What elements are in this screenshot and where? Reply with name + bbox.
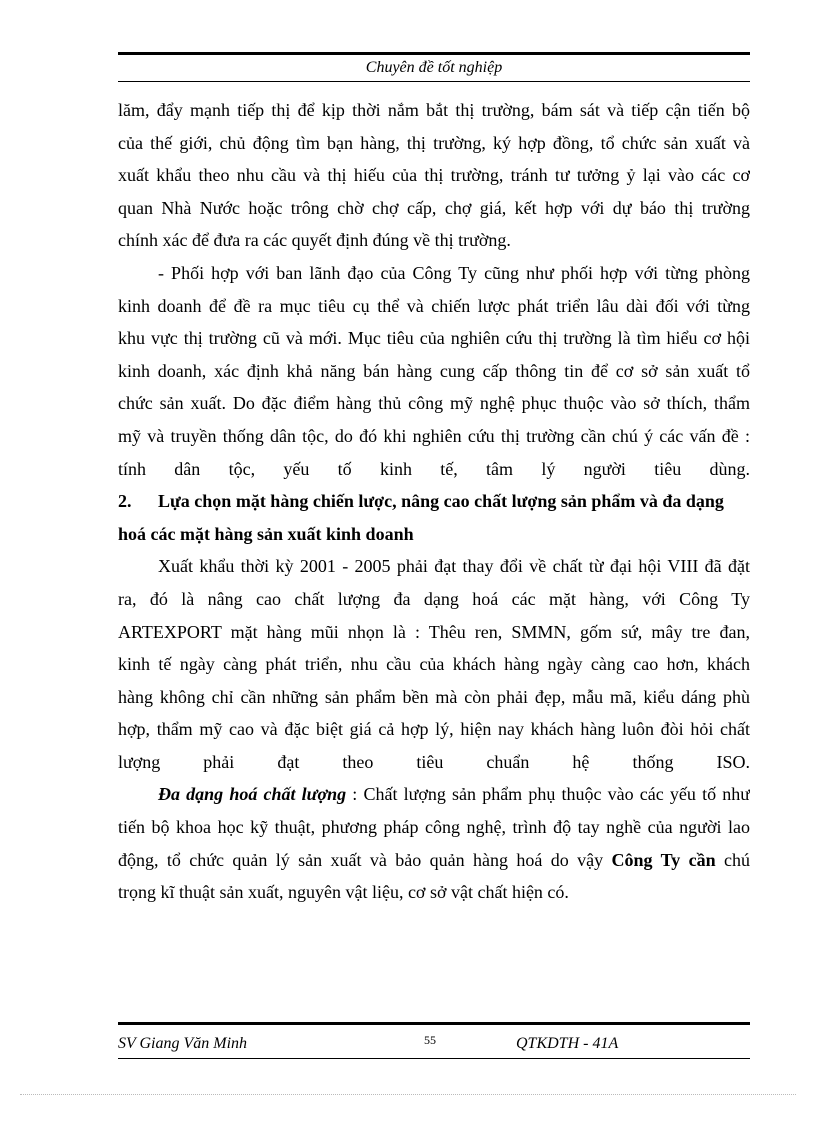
section-heading-text: Lựa chọn mặt hàng chiến lược, nâng cao chất lượng sản phẩm và đa dạng <box>158 491 724 512</box>
body-line: ra, đó là nâng cao chất lượng đa dạng hoá các mặt hàng, với Công Ty <box>118 588 750 609</box>
body-line: của thế giới, chủ động tìm bạn hàng, thị trường, ký hợp đồng, tổ chức sản xuất và <box>118 132 750 153</box>
body-line <box>118 844 750 877</box>
body-line: hợp, thẩm mỹ cao và đặc biệt giá cả hợp lý, hiện nay khách hàng luôn đòi hỏi chất <box>118 719 750 740</box>
section-number: 2. <box>118 491 132 512</box>
bold-text: Công Ty cần <box>611 849 716 870</box>
body-line: quan Nhà Nước hoặc trông chờ chợ cấp, chợ giá, kết hợp với dự báo thị trường <box>118 197 750 218</box>
page-header-title: Chuyên đề tốt nghiệp <box>365 59 503 76</box>
footer-rule-top <box>118 1022 750 1025</box>
body-line: - Phối hợp với ban lãnh đạo của Công Ty cũng như phối hợp với từng phòng <box>158 262 750 283</box>
body-line: ARTEXPORT mặt hàng mũi nhọn là : Thêu ren, SMMN, gốm sứ, mây tre đan, <box>118 621 750 642</box>
footer-course: QTKDTH - 41A <box>516 1035 619 1052</box>
document-body <box>118 94 750 909</box>
body-line <box>118 778 750 811</box>
body-line: kinh doanh để đề ra mục tiêu cụ thể và chiến lược phát triển lâu dài đối với từng <box>118 295 750 316</box>
body-line: tiến bộ khoa học kỹ thuật, phương pháp công nghệ, trình độ tay nghề của người lao <box>118 817 750 838</box>
body-line: kinh tế ngày càng phát triển, nhu cầu của khách hàng ngày càng cao hơn, khách <box>118 654 750 675</box>
page-boundary-dotted <box>20 1094 796 1095</box>
body-line: kinh doanh, xác định khả năng bán hàng cung cấp thông tin để cơ sở sản xuất tổ <box>118 360 750 381</box>
header-rule-bottom <box>118 81 750 82</box>
body-text: chú <box>715 849 750 870</box>
header-rule-top <box>118 52 750 55</box>
body-line: lượng phải đạt theo tiêu chuẩn hệ thống ISO. <box>118 751 750 772</box>
emphasis-term: Đa dạng hoá chất lượng <box>158 784 347 805</box>
footer-author: SV Giang Văn Minh <box>118 1035 248 1052</box>
body-text: : Chất lượng sản phẩm phụ thuộc vào các yếu tố như <box>346 784 750 805</box>
body-line: Xuất khẩu thời kỳ 2001 - 2005 phải đạt thay đổi về chất từ đại hội VIII đã đặt <box>158 556 750 577</box>
body-line: chức sản xuất. Do đặc điểm hàng thủ công mỹ nghệ phục thuộc vào sở thích, thẩm <box>118 393 750 414</box>
body-line: lăm, đẩy mạnh tiếp thị để kịp thời nắm bắt thị trường, bám sát và tiếp cận tiến bộ <box>118 100 750 120</box>
body-line: chính xác để đưa ra các quyết định đúng về thị trường. <box>118 230 511 251</box>
body-text: động, tổ chức quản lý sản xuất và bảo quản hàng hoá do vậy <box>118 849 612 870</box>
page-footer <box>118 1034 750 1056</box>
body-line: hàng không chỉ cần những sản phẩm bền mà còn phải đẹp, mẫu mã, kiểu dáng phù <box>118 686 750 707</box>
section-heading <box>118 485 750 518</box>
body-line: khu vực thị trường cũ và mới. Mục tiêu của nghiên cứu thị trường là tìm hiểu cơ hội <box>118 328 750 349</box>
body-line: xuất khẩu theo nhu cầu và thị hiếu của thị trường, tránh tư tưởng ỷ lại vào các cơ <box>118 165 750 186</box>
body-line: trọng kĩ thuật sản xuất, nguyên vật liệu, cơ sở vật chất hiện có. <box>118 882 569 903</box>
section-heading-cont: hoá các mặt hàng sản xuất kinh doanh <box>118 523 414 544</box>
footer-rule-bottom <box>118 1058 750 1059</box>
body-line: tính dân tộc, yếu tố kinh tế, tâm lý người tiêu dùng. <box>118 458 750 479</box>
body-line: mỹ và truyền thống dân tộc, do đó khi nghiên cứu thị trường cần chú ý các vấn đề : <box>118 425 750 446</box>
page-number: 55 <box>424 1033 436 1047</box>
